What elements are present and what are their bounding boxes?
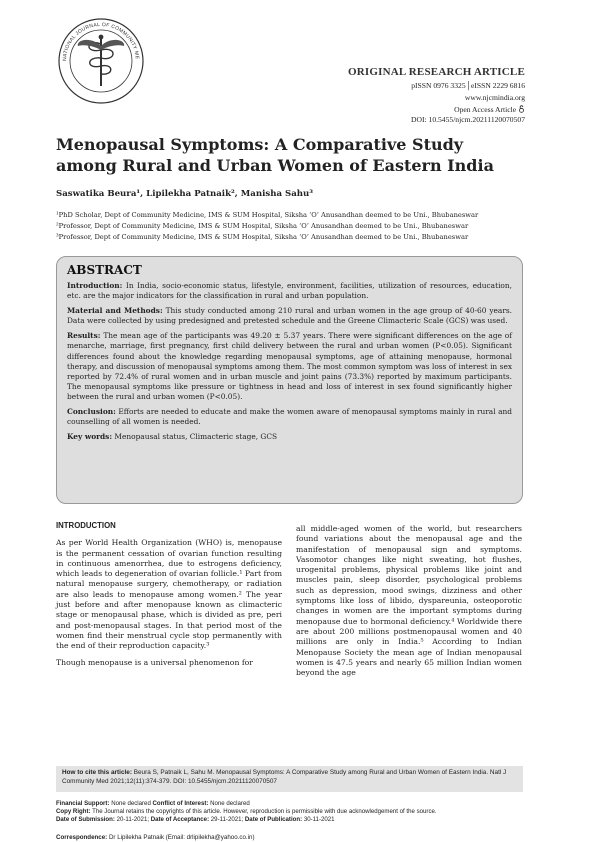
doi-link[interactable]: DOI: 10.5455/njcm.20211120070507 (411, 115, 525, 124)
abstract-conclusion (67, 407, 512, 427)
intro-label: Introduction: (67, 281, 123, 290)
methods-text: This study conducted among 210 rural and urban women in the age group of 40-60 years. Data were collected by using predesigned and pretested schedule and the Greene Climacteric Scale (GCS) was used. (67, 306, 512, 326)
acceptance-label: Date of Acceptance: (150, 816, 210, 823)
citation-label: How to cite this article: (62, 769, 132, 776)
support-text: None declared (109, 800, 153, 807)
acceptance-date: 29-11-2021; (209, 816, 245, 823)
keywords-text: Menopausal status, Climacteric stage, GCS (112, 432, 278, 442)
conclusion-text: Efforts are needed to educate and make the women aware of menopausal symptoms mainly in rural and counselling of all women is needed. (67, 407, 512, 427)
affiliation-2: ²Professor, Dept of Community Medicine, IMS & SUM Hospital, Siksha ‘O’ Anusandhan deemed to be Uni., Bhubaneswar (56, 222, 469, 230)
intro-text: In India, socio-economic status, lifestyle, environment, facilities, utilization of resources, education, etc. are the major indicators for the classification in rural and urban population. (67, 281, 512, 301)
affiliation-1: ¹PhD Scholar, Dept of Community Medicine, IMS & SUM Hospital, Siksha ‘O’ Anusandhan deemed to be Uni., Bhubaneswar (56, 211, 479, 219)
submission-label: Date of Submission: (56, 816, 115, 823)
open-access-text: Open Access Article (454, 105, 517, 114)
results-text: The mean age of the participants was 49.20 ± 5.37 years. There were significant differences on the age of menarche, marriage, first pregnancy, first child delivery between the rural and urban women (P<0.05). Significant differences found about the knowledge regarding menopausal symptoms, age of attaining menopause, hormonal therapy, and discussion of menopausal symptoms among them. The most common symptom was loss of interest in sex reported by 72.4% of rural women and in urban muscle and joint pains (73.3%) reported by maximum participants. The menopausal symptoms like pressure or tightness in head and loss of interest in sex found significantly higher between the rural and urban women (P<0.05). (67, 331, 512, 401)
abstract-methods (67, 306, 512, 326)
citation-box (56, 766, 523, 792)
dates-line (56, 816, 536, 824)
methods-label: Material and Methods: (67, 306, 163, 316)
submission-date: 20-11-2021; (114, 816, 151, 823)
correspondence-text: Dr Lipilekha Patnaik (Email: drlipilekha@yahoo.co.in) (107, 834, 255, 841)
abstract-heading: ABSTRACT (67, 263, 142, 277)
body-paragraph: As per World Health Organization (WHO) is, menopause is the permanent cessation of ovarian function resulting in continuous amenorrhea, due to estrogens deficiency, which leads to degeneration of ovarian follicle.¹ Part from natural menopause surgery, chemotherapy, or radiation are also leads to menopause among women.² The year just before and after menopause known as climacteric stage or menopausal phase, which is divided as pre, peri and post-menopausal stages. In that period most of the women find their menstrual cycle stop permanently with the end of their reproduction capacity.³ (56, 538, 282, 651)
publication-label: Date of Publication: (244, 816, 303, 823)
caduceus-icon (78, 35, 124, 86)
abstract-keywords (67, 432, 512, 442)
body-paragraph: Though menopause is a universal phenomenon for (56, 657, 253, 667)
article-title: Menopausal Symptoms: A Comparative Study among Rural and Urban Women of Eastern India (56, 135, 494, 175)
introduction-heading: INTRODUCTION (56, 521, 116, 530)
svg-text:NATIONAL JOURNAL OF COMMUNITY (56, 16, 140, 61)
journal-website-link[interactable]: www.njcmindia.org (464, 93, 525, 102)
conflict-text: None declared (208, 800, 250, 807)
copyright-text: The Journal retains the copyrights of this article. However, reproduction is permissible with due acknowledgement of the source. (90, 808, 437, 815)
abstract-box (56, 256, 523, 504)
journal-logo (56, 16, 146, 106)
support-label: Financial Support: (56, 800, 110, 807)
logo-text: NATIONAL JOURNAL OF COMMUNITY ME (61, 21, 140, 62)
abstract-results (67, 331, 512, 402)
citation-text: Beura S, Patnaik L, Sahu M. Menopausal Symptoms: A Comparative Study among Rural and Urban Women of Eastern India. Natl J Community Med 2021;12(11):374-379. DOI: 10.5455/njcm.20211120070507 (62, 769, 507, 785)
open-access-icon (518, 105, 525, 113)
copyright-label: Copy Right: (56, 808, 91, 815)
body-paragraph: all middle-aged women of the world, but researchers found variations about the menopausal age and the manifestation of menopausal sign and symptoms. Vasomotor changes like night sweating, hot flushes, urogenital problems, physical problems like joint and muscles pain, sleep disorder, psychological problems such as depression, mood swings, dizziness and other symptoms like loss of libido, dyspareunia, osteoporotic changes in women are the important symptoms during menopause due to hormonal deficiency.⁴ Worldwide there are about 200 millions postmenopausal women and 40 millions are only in India.⁵ According to Indian Menopause Society the mean age of Indian menopausal women is 47.5 years and nearly 65 million Indian women beyond the age (296, 524, 522, 678)
body-column-right (296, 524, 522, 684)
open-access-label (454, 104, 525, 114)
body-column-left (56, 521, 282, 674)
affiliation-3: ³Professor, Dept of Community Medicine, IMS & SUM Hospital, Siksha ‘O’ Anusandhan deemed to be Uni., Bhubaneswar (56, 233, 469, 241)
abstract-introduction (67, 281, 512, 301)
issn: pISSN 0976 3325│eISSN 2229 6816 (411, 81, 525, 90)
article-type: ORIGINAL RESEARCH ARTICLE (348, 66, 525, 78)
correspondence-line (56, 834, 255, 841)
conflict-label: Conflict of Interest: (152, 800, 209, 807)
publication-date: 30-11-2021 (302, 816, 335, 823)
author-list: Saswatika Beura¹, Lipilekha Patnaik², Manisha Sahu³ (56, 189, 314, 199)
correspondence-label: Correspondence: (56, 834, 108, 841)
conclusion-label: Conclusion: (67, 407, 116, 417)
results-label: Results: (67, 331, 101, 341)
keywords-label: Key words: (67, 432, 113, 442)
